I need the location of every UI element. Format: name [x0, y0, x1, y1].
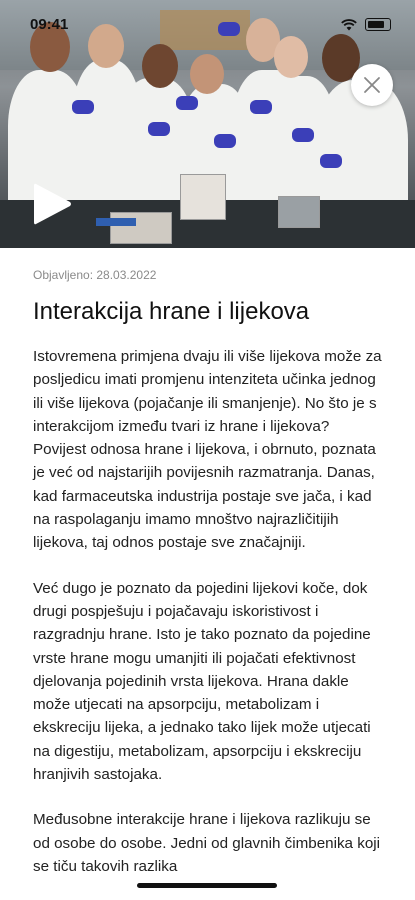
article-body	[33, 345, 385, 900]
person-head	[190, 54, 224, 94]
glove	[292, 128, 314, 142]
glove	[320, 154, 342, 168]
article-paragraph: Već dugo je poznato da pojedini lijekovi koče, dok drugi pospješuju i pojačavaju iskoristivost i razgradnju hrane. Isto je tako poznato da pojedine vrste hrane mogu umanjiti ili pojačati efektivnost djelovanja pojedinih vrsta lijekova. Hrana dakle može utjecati na apsorpciju, metabolizam i ekskreciju lijeka, a jednako tako lijek može utjecati na digestiju, metabolizam, apsorpciju i ekskreciju hranjivih sastojaka.	[33, 579, 371, 784]
glove	[176, 96, 198, 110]
article-paragraph: Međusobne interakcije hrane i lijekova razlikuju se od osobe do osobe. Jedni od glavnih čimbenika koji se tiču takovih razlika	[33, 811, 381, 875]
glove	[72, 100, 94, 114]
wifi-icon	[341, 19, 357, 31]
glove	[250, 100, 272, 114]
status-icons	[341, 18, 391, 31]
lab-tool	[96, 218, 136, 226]
pipette-box	[180, 174, 226, 220]
person-head	[88, 24, 124, 68]
hero-image	[0, 0, 415, 248]
close-button[interactable]	[351, 64, 393, 106]
close-icon	[363, 76, 381, 94]
glove	[148, 122, 170, 136]
play-icon[interactable]	[32, 182, 72, 226]
glove	[218, 22, 240, 36]
tip-box	[110, 212, 172, 244]
article-title: Interakcija hrane i lijekova	[33, 298, 310, 325]
equipment	[278, 196, 320, 228]
battery-icon	[365, 18, 391, 31]
person-head	[142, 44, 178, 88]
home-indicator[interactable]	[137, 883, 277, 888]
status-time: 09:41	[30, 16, 69, 33]
article-paragraph: Istovremena primjena dvaju ili više lijekova može za posljedicu imati promjenu intenziteta učinka jednog ili više lijekova (pojačanje ili smanjenje). No što je s interakcijom između tvari iz hrane i lijekova? Povijest odnosa hrane i lijekova, i obrnuto, poznata je već od najstarijih povijesnih razmatranja. Danas, kad farmaceutska industrija postaje sve jača, i kad na raspolaganju imamo mnoštvo najrazličitijih lijekova, taj odnos postaje sve značajniji.	[33, 348, 382, 552]
published-date: Objavljeno: 28.03.2022	[33, 268, 157, 282]
person-head	[274, 36, 308, 78]
glove	[214, 134, 236, 148]
